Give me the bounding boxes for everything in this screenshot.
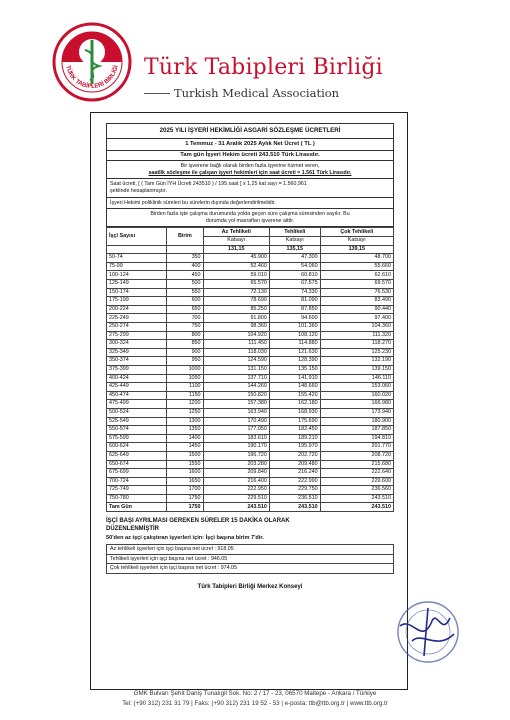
row-workers: 150-174 xyxy=(107,288,167,297)
row-mid: 101.360 xyxy=(269,323,320,332)
table-row xyxy=(107,494,394,503)
row-workers: 275-299 xyxy=(107,331,167,340)
calc-note-line1: Saat ücreti, [ ( Tam Gün İYH Ücreti 243510 ) / 195 saat ] x 1,25 kat sayı = 1.560,961 xyxy=(110,181,307,188)
row-low: 183.610 xyxy=(203,434,269,443)
row-mid: 94.600 xyxy=(269,314,320,323)
org-subtitle: Turkish Medical Association xyxy=(174,86,340,100)
row-high: 90.440 xyxy=(320,305,393,314)
row-workers: 450-474 xyxy=(107,391,167,400)
travel-note-line1: Birden fazla işte çalışma durumunda yolda geçen süre çalışma süresinden sayılır. Bu xyxy=(150,211,350,218)
row-mid: 74.330 xyxy=(269,288,320,297)
row-mid: 141.910 xyxy=(269,374,320,383)
table-row xyxy=(107,374,394,383)
row-mid: 67.575 xyxy=(269,280,320,289)
row-mid: 229.750 xyxy=(269,486,320,495)
row-unit: 1500 xyxy=(167,451,203,460)
table-row xyxy=(107,280,394,289)
table-row xyxy=(107,271,394,280)
row-mid: 222.990 xyxy=(269,477,320,486)
row-high: 139.150 xyxy=(320,365,393,374)
coef-empty-2 xyxy=(167,245,203,254)
small-workplace-note: 50'den az işçi çalıştıran işyerleri için: İşçi başına birim 7'dir. xyxy=(106,535,264,542)
row-low: 52.460 xyxy=(203,262,269,271)
hourly-note xyxy=(106,161,394,179)
col-workers: İşçi Sayısı xyxy=(107,228,167,245)
row-unit: 1550 xyxy=(167,460,203,469)
bottom-title xyxy=(106,517,394,533)
footer-address: GMK Bulvarı Şehit Daniş Tunalıgil Sok. No: 2 / 17 - 23, 06570 Maltepe - Ankara / Türkiye xyxy=(133,690,377,697)
row-low: 131.150 xyxy=(203,365,269,374)
row-workers: 575-599 xyxy=(107,434,167,443)
row-high: 132.190 xyxy=(320,357,393,366)
table-row xyxy=(107,323,394,332)
col-mid: Tehlikeli xyxy=(269,228,320,237)
row-unit: 1150 xyxy=(167,391,203,400)
ttb-logo xyxy=(52,22,132,102)
row-unit: 450 xyxy=(167,271,203,280)
row-unit: 900 xyxy=(167,348,203,357)
katsayi-low-label: Katsayı xyxy=(203,237,269,246)
row-low: 111.450 xyxy=(203,340,269,349)
rate-low-line: Az tehlikeli işyerleri için işçi başına net ücret : 918.05 xyxy=(106,544,394,555)
col-unit: Birim xyxy=(167,228,203,245)
row-high: 55.660 xyxy=(320,262,393,271)
row-unit: 750 xyxy=(167,323,203,332)
coef-low: 131,15 xyxy=(203,245,269,254)
row-workers: 200-224 xyxy=(107,305,167,314)
row-low: 163.940 xyxy=(203,408,269,417)
subtitle-rule xyxy=(144,93,170,94)
row-mid: 108.120 xyxy=(269,331,320,340)
row-high: 76.530 xyxy=(320,288,393,297)
table-row xyxy=(107,305,394,314)
row-mid: 128.390 xyxy=(269,357,320,366)
row-unit: 600 xyxy=(167,297,203,306)
row-low: 157.380 xyxy=(203,400,269,409)
polyclinic-note: İşyeri Hekimi poliklinik süreleri bu sürelerin dışında değerlendirilmelidir. xyxy=(106,198,394,210)
table-row xyxy=(107,383,394,392)
row-mid: 209.480 xyxy=(269,460,320,469)
total-workers: Tam Gün xyxy=(107,503,167,512)
table-row xyxy=(107,400,394,409)
row-low: 190.170 xyxy=(203,443,269,452)
row-workers: 600-624 xyxy=(107,443,167,452)
table-row xyxy=(107,288,394,297)
fulltime-line: Tam gün İşyeri Hekim ücreti 243.510 Türk Lirasıdır. xyxy=(106,151,394,161)
row-low: 203.280 xyxy=(203,460,269,469)
row-workers: 550-574 xyxy=(107,426,167,435)
row-mid: 148.660 xyxy=(269,383,320,392)
row-low: 59.010 xyxy=(203,271,269,280)
row-mid: 216.240 xyxy=(269,469,320,478)
row-mid: 155.420 xyxy=(269,391,320,400)
row-high: 222.640 xyxy=(320,469,393,478)
row-unit: 550 xyxy=(167,288,203,297)
row-workers: 675-699 xyxy=(107,469,167,478)
row-unit: 700 xyxy=(167,314,203,323)
row-mid: 54.060 xyxy=(269,262,320,271)
row-workers: 650-674 xyxy=(107,460,167,469)
katsayi-high-label: Katsayı xyxy=(320,237,393,246)
table-row xyxy=(107,460,394,469)
row-high: 160.020 xyxy=(320,391,393,400)
row-unit: 1600 xyxy=(167,469,203,478)
row-low: 150.820 xyxy=(203,391,269,400)
row-mid: 81.090 xyxy=(269,297,320,306)
row-unit: 1000 xyxy=(167,365,203,374)
travel-note-line2: durumda yol masrafları işverene aittir. xyxy=(205,217,295,224)
row-low: 45.900 xyxy=(203,254,269,263)
row-unit: 800 xyxy=(167,331,203,340)
row-low: 137.710 xyxy=(203,374,269,383)
table-row xyxy=(107,340,394,349)
row-workers: 100-124 xyxy=(107,271,167,280)
table-row xyxy=(107,443,394,452)
row-high: 180.900 xyxy=(320,417,393,426)
row-low: 85.250 xyxy=(203,305,269,314)
calc-note xyxy=(106,179,394,197)
rate-mid-line: Tehlikeli işyerleri için işçi başına net ücret : 946.05 xyxy=(106,555,394,565)
col-low: Az Tehlikeli xyxy=(203,228,269,237)
row-workers: 325-349 xyxy=(107,348,167,357)
row-low: 196.720 xyxy=(203,451,269,460)
row-high: 62.610 xyxy=(320,271,393,280)
row-low: 72.130 xyxy=(203,288,269,297)
coef-high: 139,15 xyxy=(320,245,393,254)
row-mid: 195.970 xyxy=(269,443,320,452)
fee-table xyxy=(106,227,394,512)
row-low: 65.570 xyxy=(203,280,269,289)
row-high: 97.400 xyxy=(320,314,393,323)
row-high: 236.560 xyxy=(320,486,393,495)
row-mid: 168.930 xyxy=(269,408,320,417)
row-workers: 400-424 xyxy=(107,374,167,383)
total-low: 243.510 xyxy=(203,503,269,512)
total-row xyxy=(107,503,394,512)
total-mid: 243.510 xyxy=(269,503,320,512)
row-workers: 475-499 xyxy=(107,400,167,409)
row-high: 83.490 xyxy=(320,297,393,306)
total-unit: 1750 xyxy=(167,503,203,512)
row-high: 208.720 xyxy=(320,451,393,460)
calc-note-line2: şeklinde hesaplanmıştır. xyxy=(110,188,167,195)
table-row xyxy=(107,434,394,443)
row-mid: 47.300 xyxy=(269,254,320,263)
row-workers: 375-399 xyxy=(107,365,167,374)
row-high: 118.270 xyxy=(320,340,393,349)
table-row xyxy=(107,348,394,357)
row-unit: 1350 xyxy=(167,426,203,435)
bottom-title-line1: İŞÇİ BAŞI AYRILMASI GEREKEN SÜRELER 15 DAKİKA OLARAK xyxy=(106,518,290,525)
row-unit: 500 xyxy=(167,280,203,289)
col-high: Çok Tehlikeli xyxy=(320,228,393,237)
table-row xyxy=(107,262,394,271)
row-workers: 225-249 xyxy=(107,314,167,323)
row-workers: 300-324 xyxy=(107,340,167,349)
row-high: 229.600 xyxy=(320,477,393,486)
table-row xyxy=(107,417,394,426)
row-mid: 60.810 xyxy=(269,271,320,280)
coef-mid: 135,15 xyxy=(269,245,320,254)
row-unit: 1100 xyxy=(167,383,203,392)
row-workers: 425-449 xyxy=(107,383,167,392)
row-high: 146.110 xyxy=(320,374,393,383)
total-high: 243.510 xyxy=(320,503,393,512)
row-workers: 500-524 xyxy=(107,408,167,417)
row-low: 104.920 xyxy=(203,331,269,340)
row-low: 170.490 xyxy=(203,417,269,426)
row-low: 216.400 xyxy=(203,477,269,486)
row-mid: 202.720 xyxy=(269,451,320,460)
row-unit: 1400 xyxy=(167,434,203,443)
row-low: 98.360 xyxy=(203,323,269,332)
row-high: 243.510 xyxy=(320,494,393,503)
row-mid: 135.150 xyxy=(269,365,320,374)
table-row xyxy=(107,451,394,460)
row-unit: 650 xyxy=(167,305,203,314)
table-row xyxy=(107,486,394,495)
row-workers: 75-99 xyxy=(107,262,167,271)
row-low: 222.950 xyxy=(203,486,269,495)
table-row xyxy=(107,426,394,435)
katsayi-mid-label: Katsayı xyxy=(269,237,320,246)
row-mid: 121.630 xyxy=(269,348,320,357)
table-row xyxy=(107,469,394,478)
row-low: 91.800 xyxy=(203,314,269,323)
row-mid: 189.210 xyxy=(269,434,320,443)
row-high: 173.940 xyxy=(320,408,393,417)
row-high: 69.570 xyxy=(320,280,393,289)
table-row xyxy=(107,254,394,263)
row-mid: 182.450 xyxy=(269,426,320,435)
row-unit: 1200 xyxy=(167,400,203,409)
document-title: 2025 YILI İŞYERİ HEKİMLİĞİ ASGARİ SÖZLEŞME ÜCRETLERİ xyxy=(106,123,394,139)
row-workers: 350-374 xyxy=(107,357,167,366)
row-high: 194.810 xyxy=(320,434,393,443)
row-mid: 162.180 xyxy=(269,400,320,409)
row-workers: 50-74 xyxy=(107,254,167,263)
row-low: 209.840 xyxy=(203,469,269,478)
row-high: 48.700 xyxy=(320,254,393,263)
row-workers: 250-274 xyxy=(107,323,167,332)
coefficient-row xyxy=(107,245,394,254)
row-workers: 700-724 xyxy=(107,477,167,486)
row-low: 144.260 xyxy=(203,383,269,392)
row-unit: 1450 xyxy=(167,443,203,452)
row-low: 78.690 xyxy=(203,297,269,306)
table-row xyxy=(107,391,394,400)
table-row xyxy=(107,314,394,323)
row-workers: 525-549 xyxy=(107,417,167,426)
row-unit: 1250 xyxy=(167,408,203,417)
row-workers: 625-649 xyxy=(107,451,167,460)
row-unit: 400 xyxy=(167,262,203,271)
row-unit: 350 xyxy=(167,254,203,263)
row-high: 201.770 xyxy=(320,443,393,452)
row-workers: 750-780 xyxy=(107,494,167,503)
row-high: 104.360 xyxy=(320,323,393,332)
svg-text:TÜRK TABİPLERİ BİRLİĞİ: TÜRK TABİPLERİ BİRLİĞİ xyxy=(64,64,120,91)
row-unit: 1750 xyxy=(167,494,203,503)
bottom-title-line2: DÜZENLENMİŞTİR xyxy=(106,526,159,533)
row-mid: 175.690 xyxy=(269,417,320,426)
row-high: 111.320 xyxy=(320,331,393,340)
row-high: 125.230 xyxy=(320,348,393,357)
table-row xyxy=(107,331,394,340)
table-row xyxy=(107,357,394,366)
row-unit: 850 xyxy=(167,340,203,349)
hourly-note-line1: Bir işverene bağlı olarak birden fazla işyerine hizmet veren, xyxy=(180,163,320,170)
coef-empty-1 xyxy=(107,245,167,254)
travel-note xyxy=(106,209,394,227)
row-mid: 114.880 xyxy=(269,340,320,349)
row-high: 215.680 xyxy=(320,460,393,469)
row-high: 153.060 xyxy=(320,383,393,392)
table-row xyxy=(107,297,394,306)
rate-high-line: Çok tehlikeli işyerleri için işçi başına net ücret : 974.05 xyxy=(106,564,394,574)
hourly-note-line2: saatlik sözleşme ile çalışan işyeri hekimleri için saat ücreti = 1.561 Türk Lirasıdır. xyxy=(148,169,352,176)
row-mid: 87.850 xyxy=(269,305,320,314)
row-workers: 125-149 xyxy=(107,280,167,289)
table-row xyxy=(107,408,394,417)
row-high: 166.980 xyxy=(320,400,393,409)
row-low: 124.590 xyxy=(203,357,269,366)
row-unit: 1700 xyxy=(167,486,203,495)
document-body xyxy=(106,123,394,592)
row-high: 187.850 xyxy=(320,426,393,435)
row-unit: 1650 xyxy=(167,477,203,486)
row-low: 229.510 xyxy=(203,494,269,503)
org-name: Türk Tabipleri Birliği xyxy=(144,55,383,80)
table-row xyxy=(107,477,394,486)
stamp-signature xyxy=(392,596,464,668)
row-workers: 725-749 xyxy=(107,486,167,495)
period-line: 1 Temmuz - 31 Aralık 2025 Aylık Net Ücret ( TL ) xyxy=(106,139,394,151)
row-low: 118.030 xyxy=(203,348,269,357)
row-workers: 175-199 xyxy=(107,297,167,306)
row-mid: 236.510 xyxy=(269,494,320,503)
row-unit: 1050 xyxy=(167,374,203,383)
table-row xyxy=(107,365,394,374)
row-unit: 950 xyxy=(167,357,203,366)
row-low: 177.050 xyxy=(203,426,269,435)
footer-contact: Tel: (+90 312) 231 31 79 | Faks: (+90 312) 231 19 52 - 53 | e-posta: ttb@ttb.org.tr | www.ttb.org.tr xyxy=(122,700,388,707)
council-name: Türk Tabipleri Birliği Merkez Konseyi xyxy=(197,584,303,591)
row-unit: 1300 xyxy=(167,417,203,426)
